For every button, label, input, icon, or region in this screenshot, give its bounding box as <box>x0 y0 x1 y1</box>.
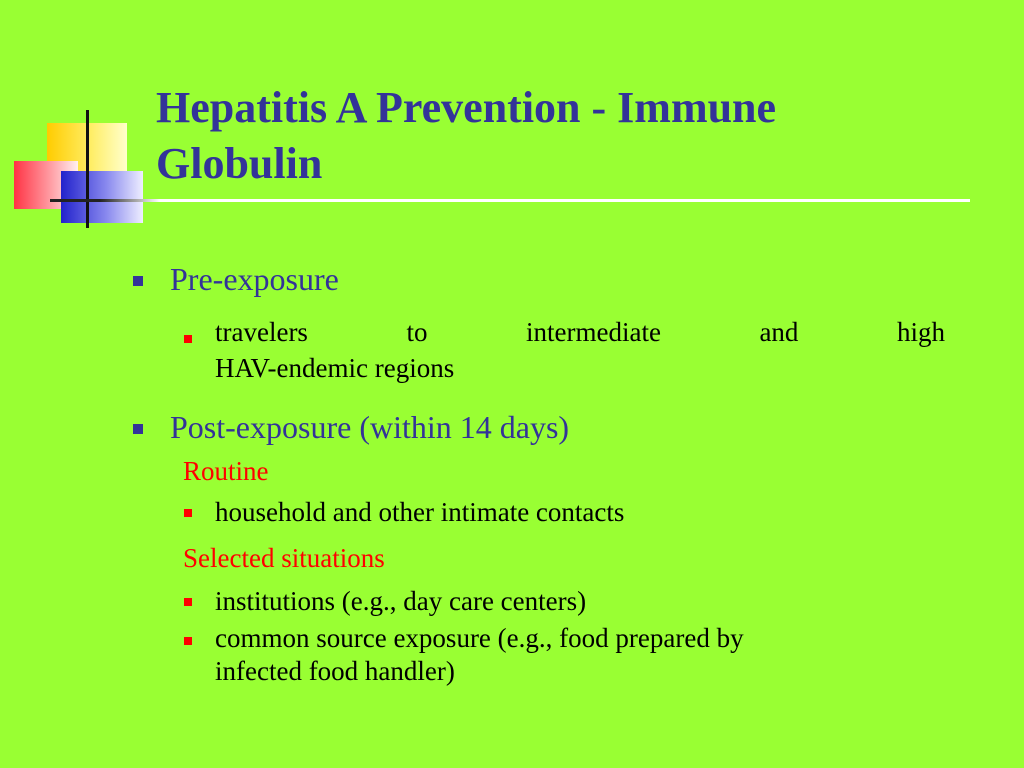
sub-bullet-institutions: institutions (e.g., day care centers) <box>215 586 587 616</box>
sub-bullet-square-icon <box>184 598 192 606</box>
bullet-post-exposure: Post-exposure (within 14 days) <box>170 409 570 445</box>
sub-bullet-square-icon <box>184 509 192 517</box>
travelers-justified-line <box>215 314 945 350</box>
sub-bullet-household: household and other intimate contacts <box>215 497 625 527</box>
sub-bullet-square-icon <box>184 637 192 645</box>
travelers-line-2: HAV-endemic regions <box>215 353 455 383</box>
word-5: high <box>896 317 945 347</box>
sub-bullet-common-source <box>215 622 945 688</box>
common-source-line-2: infected food handler) <box>215 656 455 686</box>
bullet-square-icon <box>133 276 143 286</box>
sub-bullet-square-icon <box>184 335 192 343</box>
title-line-2: Globulin <box>156 139 323 188</box>
word-3: intermediate <box>526 317 661 347</box>
bullet-pre-exposure: Pre-exposure <box>170 261 339 297</box>
title-line-1: Hepatitis A Prevention - Immune <box>156 83 777 132</box>
common-source-line-1: common source exposure (e.g., food prepared by <box>215 623 744 653</box>
subheading-routine: Routine <box>183 456 269 486</box>
word-4: and <box>759 317 799 347</box>
bullet-square-icon <box>133 424 143 434</box>
word-1: travelers <box>215 317 308 347</box>
word-2: to <box>406 317 428 347</box>
subheading-selected-situations: Selected situations <box>183 543 385 573</box>
sub-bullet-travelers <box>215 314 945 386</box>
